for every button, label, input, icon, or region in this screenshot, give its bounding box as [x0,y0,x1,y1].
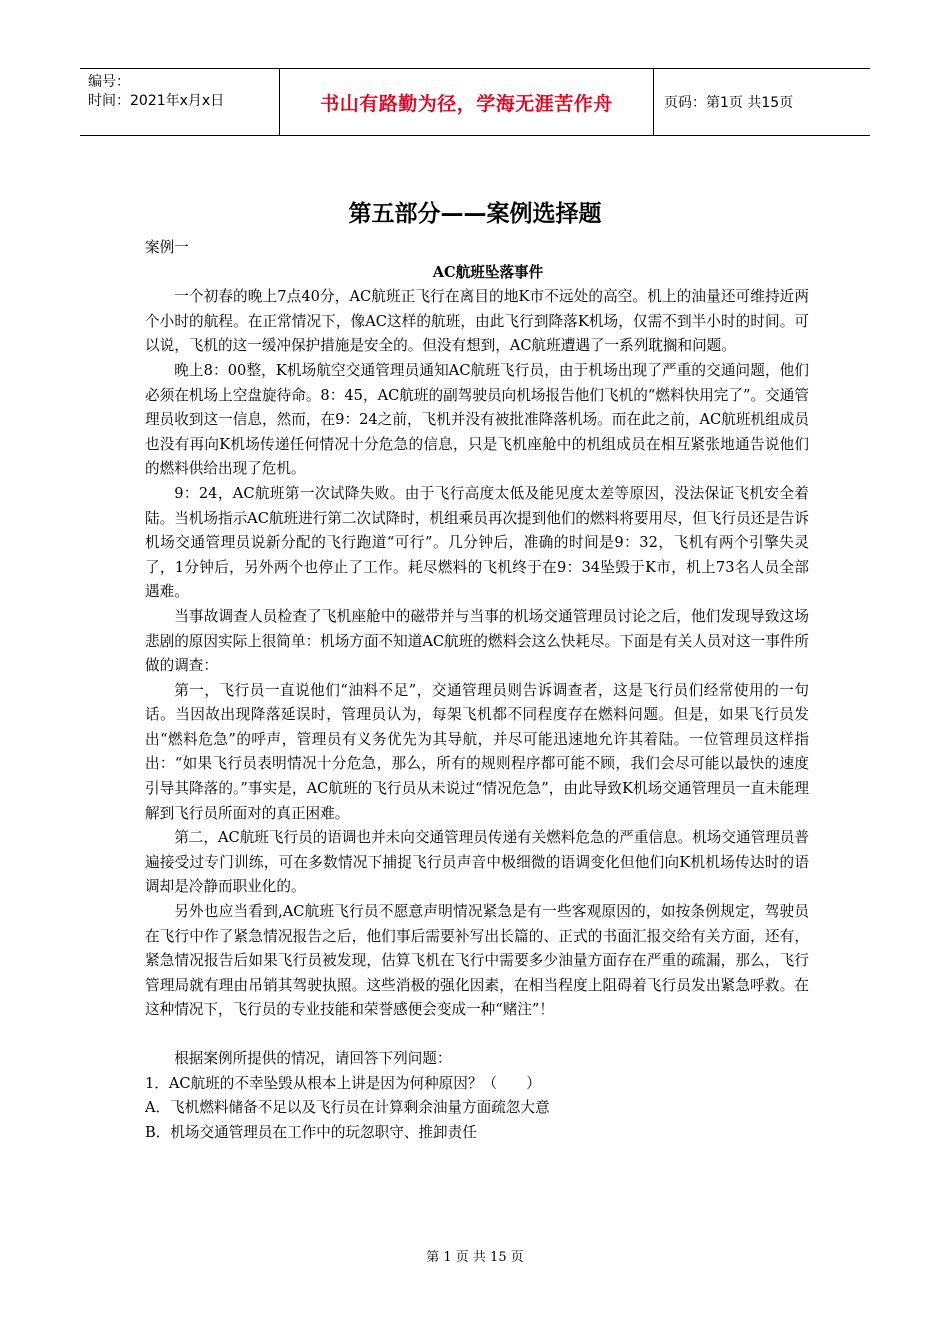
header-page-info: 页码：第1页 共15页 [664,95,794,111]
document-body [145,236,809,1145]
header-meta [80,69,280,135]
document-title: 第五部分——案例选择题 [348,201,602,227]
document-time-label: 时间：2021年x月x日 [88,93,225,109]
paragraph: 9：24，AC航班第一次试降失败。由于飞行高度太低及能见度太差等原因，没法保证飞机安全着陆。当机场指示AC航班进行第二次试降时，机组乘员再次提到他们的燃料将要用尽，但飞行员还是告诉机场交通管理员说新分配的飞行跑道“可行”。几分钟后，准确的时间是9：32，飞机有两个引擎失灵了，1分钟后，另外两个也停止了工作。耗尽燃料的飞机终于在9：34坠毁于K市，机上73名人员全部遇难。 [145,484,809,601]
option-b: B．机场交通管理员在工作中的玩忽职守、推卸责任 [145,1123,477,1141]
spacer [145,1023,809,1047]
paragraph: 第一，飞行员一直说他们“油料不足”，交通管理员则告诉调查者，这是飞行员们经常使用的一句话。当因故出现降落延误时，管理员认为，每架飞机都不同程度存在燃料问题。但是，如果飞行员发出“燃料危急”的呼声，管理员有义务优先为其导航，并尽可能迅速地允许其着陆。一位管理员这样指出：“如果飞行员表明情况十分危急，那么，所有的规则程序都可能不顾，我们会尽可能以最快的速度引导其降落的。”事实是，AC航班的飞行员从未说过“情况危急”，由此导致K机场交通管理员一直未能理解到飞行员所面对的真正困难。 [145,681,809,822]
case-label: 案例一 [145,239,189,256]
paragraph: 一个初春的晚上7点40分，AC航班正飞行在离目的地K市不远处的高空。机上的油量还可维持近两个小时的航程。在正常情况下，像AC这样的航班，由此飞行到降落K机场，仅需不到半小时的时间。可以说，飞机的这一缓冲保护措施是安全的。但没有想到，AC航班遭遇了一系列耽搁和问题。 [145,288,809,355]
paragraph: 另外也应当看到,AC航班飞行员不愿意声明情况紧急是有一些客观原因的，如按条例规定，驾驶员在飞行中作了紧急情况报告之后，他们事后需要补写出长篇的、正式的书面汇报交给有关方面，还有，紧急情况报告后如果飞行员被发现，估算飞机在飞行中需要多少油量方面存在严重的疏漏，那么，飞行管理局就有理由吊销其驾驶执照。这些消极的强化因素，在相当程度上阻碍着飞行员发出紧急呼救。在这种情况下，飞行员的专业技能和荣誉感便会变成一种“赌注”！ [145,903,809,1019]
page-footer: 第 1 页 共 15 页 [426,1250,524,1265]
paragraph: 晚上8：00整，K机场航空交通管理员通知AC航班飞行员，由于机场出现了严重的交通问题，他们必须在机场上空盘旋待命。8：45，AC航班的副驾驶员向机场报告他们飞机的“燃料快用完了”。交通管理员收到这一信息，然而，在9：24之前，飞机并没有被批准降落机场。而在此之前，AC航班机组成员也没有再向K机场传递任何情况十分危急的信息，只是飞机座舱中的机组成员在相互紧张地通告说他们的燃料供给出现了危机。 [145,361,809,478]
header-motto: 书山有路勤为径，学海无涯苦作舟 [280,69,654,135]
page-header [80,68,870,136]
question-intro: 根据案例所提供的情况，请回答下列问题： [174,1050,452,1067]
question-1: 1．AC航班的不幸坠毁从根本上讲是因为何种原因？（ ） [145,1074,541,1092]
case-title: AC航班坠落事件 [432,263,544,281]
paragraph: 第二，AC航班飞行员的语调也并未向交通管理员传递有关燃料危急的严重信息。机场交通管理员普遍接受过专门训练，可在多数情况下捕捉飞行员声音中极细微的语调变化但他们向K机机场传达时的语调却是冷静而职业化的。 [145,829,809,896]
option-a: A．飞机燃料储备不足以及飞行员在计算剩余油量方面疏忽大意 [145,1099,550,1117]
paragraph: 当事故调查人员检查了飞机座舱中的磁带并与当事的机场交通管理员讨论之后，他们发现导致这场悲剧的原因实际上很简单：机场方面不知道AC航班的燃料会这么快耗尽。下面是有关人员对这一事件所做的调查： [145,607,809,675]
document-number-label: 编号： [88,74,130,90]
